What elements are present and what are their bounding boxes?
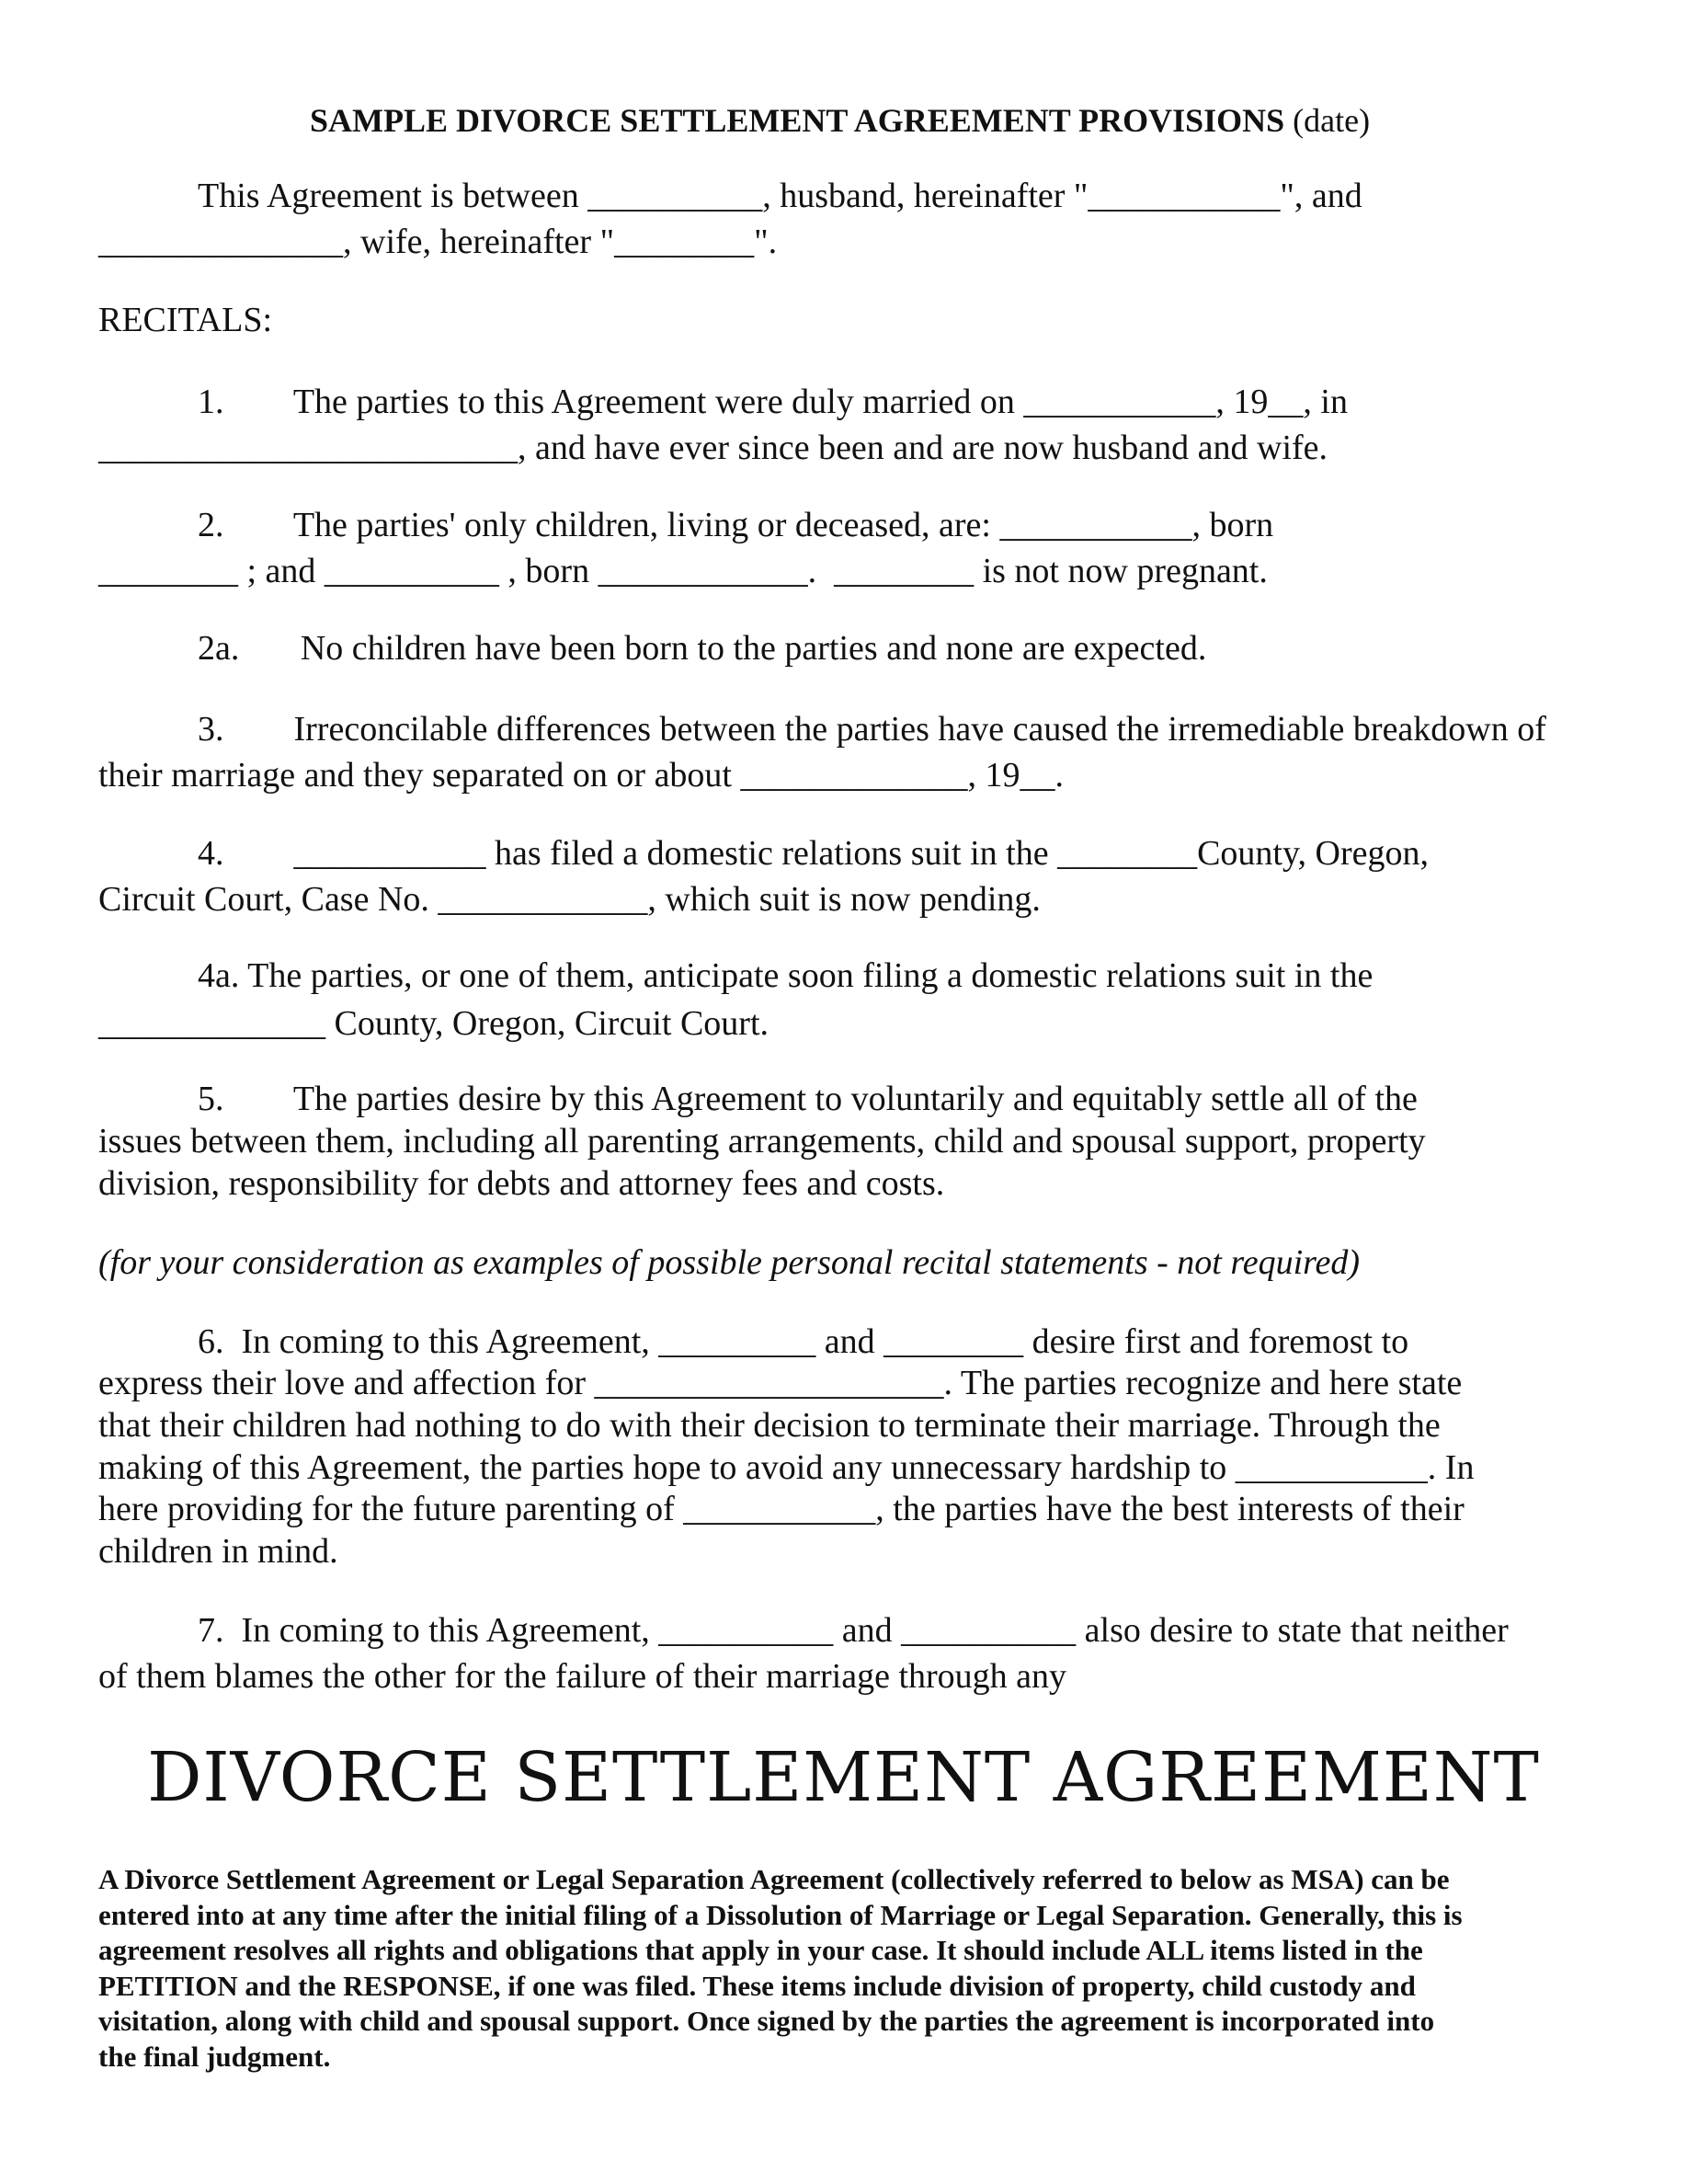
recital-4a-line-1: 4a. The parties, or one of them, anticipate soon filing a domestic relations suit in the [198,956,1374,995]
recital-7-line-2: of them blames the other for the failure of their marriage through any [98,1657,1067,1696]
recital-3-line-1: 3. Irreconcilable differences between the parties have caused the irremediable breakdown of [198,710,1546,749]
title-text: SAMPLE DIVORCE SETTLEMENT AGREEMENT PROVISIONS [310,102,1285,139]
recital-6-line-1: 6. In coming to this Agreement, _________ and ________ desire first and foremost to [198,1322,1409,1361]
msa-line-6: the final judgment. [98,2040,331,2073]
recital-4a-line-2: _____________ County, Oregon, Circuit Court. [98,1004,769,1043]
document-title [310,99,1370,142]
recital-2-line-2: ________ ; and __________ , born ____________. ________ is not now pregnant. [98,552,1268,590]
recital-1-line-1: 1. The parties to this Agreement were duly married on ___________, 19__, in [198,383,1348,421]
recital-5-line-1: 5. The parties desire by this Agreement to voluntarily and equitably settle all of the [198,1080,1418,1118]
recitals-heading: RECITALS: [98,301,273,339]
msa-line-4: PETITION and the RESPONSE, if one was filed. These items include division of property, child custody and [98,1969,1416,2002]
recital-3-line-2: their marriage and they separated on or about _____________, 19__. [98,756,1064,795]
recital-5-line-2: issues between them, including all parenting arrangements, child and spousal support, property [98,1122,1426,1161]
recital-6-line-5: here providing for the future parenting of ___________, the parties have the best interests of their [98,1490,1465,1528]
msa-line-1: A Divorce Settlement Agreement or Legal Separation Agreement (collectively referred to below as MSA) can be [98,1863,1450,1895]
msa-line-2: entered into at any time after the initial filing of a Dissolution of Marriage or Legal Separation. Generally, this is [98,1898,1463,1931]
recital-6-line-3: that their children had nothing to do with their decision to terminate their marriage. Through the [98,1406,1441,1445]
recital-6-line-2: express their love and affection for ____________________. The parties recognize and here state [98,1364,1463,1402]
recital-6-line-4: making of this Agreement, the parties hope to avoid any unnecessary hardship to ___________. In [98,1448,1475,1487]
recital-7-line-1: 7. In coming to this Agreement, __________ and __________ also desire to state that neither [198,1611,1509,1650]
msa-line-5: visitation, along with child and spousal support. Once signed by the parties the agreement is incorporated into [98,2005,1435,2038]
msa-line-3: agreement resolves all rights and obligations that apply in your case. It should include ALL items listed in the [98,1934,1423,1967]
intro-line-1: This Agreement is between __________, husband, hereinafter "___________", and [198,177,1362,215]
recital-2-line-1: 2. The parties' only children, living or deceased, are: ___________, born [198,506,1274,544]
title-date: (date) [1284,102,1371,139]
recital-2a: 2a. No children have been born to the parties and none are expected. [198,629,1207,668]
recital-5-line-3: division, responsibility for debts and attorney fees and costs. [98,1164,945,1203]
recital-4-line-2: Circuit Court, Case No. ____________, which suit is now pending. [98,880,1041,919]
recital-4-line-1: 4. ___________ has filed a domestic relations suit in the ________County, Oregon, [198,834,1429,873]
recital-1-line-2: ________________________, and have ever since been and are now husband and wife. [98,429,1328,467]
recital-6-line-6: children in mind. [98,1532,338,1571]
intro-line-2: ______________, wife, hereinafter "________". [98,223,778,261]
main-heading: DIVORCE SETTLEMENT AGREEMENT [147,1738,1540,1817]
msa-description [98,1862,1569,2075]
consideration-note: (for your consideration as examples of possible personal recital statements - not required) [98,1243,1361,1282]
